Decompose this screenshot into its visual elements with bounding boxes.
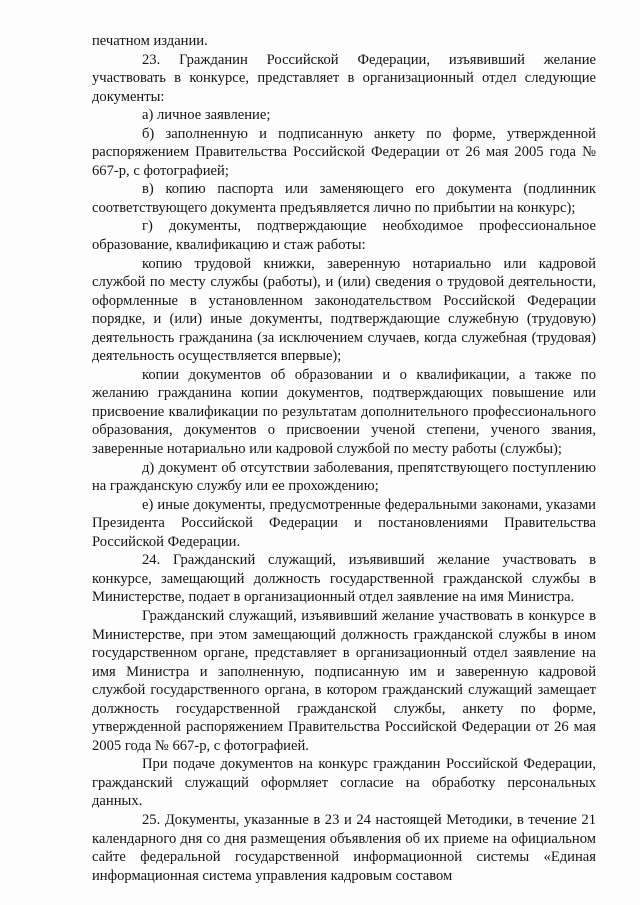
paragraph-item-23: 23. Гражданин Российской Федерации, изъявивший желание участвовать в конкурсе, представляет в организационный отдел следующие документы: [92, 51, 596, 105]
document-body [92, 32, 596, 885]
paragraph-other-agency-employee: Гражданский служащий, изъявивший желание участвовать в конкурсе в Министерстве, при этом замещающий должность гражданской службы в ином государственном органе, представляет в организационный отдел заявление на имя Министра и заполненную, подписанную им и заверенную кадровой службой государственного органа, в котором гражданский служащий замещает должность государственной гражданской службы, анкету по форме, утвержденной распоряжением Правительства Российской Федерации от 26 мая 2005 года № 667-р, с фотографией. [92, 607, 596, 754]
paragraph-item-24: 24. Гражданский служащий, изъявивший желание участвовать в конкурсе, замещающий должность государственной гражданской службы в Министерстве, подает в организационный отдел заявление на имя Министра. [92, 552, 596, 606]
paragraph-item-23d: д) документ об отсутствии заболевания, препятствующего поступлению на гражданскую службу или ее прохождению; [92, 459, 596, 495]
paragraph-work-record: копию трудовой книжки, заверенную нотариально или кадровой службой по месту службы (работы), и (или) сведения о трудовой деятельности, оформленные в установленном законодательством Российской Федерации порядке, и (или) иные документы, подтверждающие служебную (трудовую) деятельность гражданина (за исключением случаев, когда служебная (трудовая) деятельность осуществляется впервые); [92, 255, 596, 365]
paragraph-item-23e: е) иные документы, предусмотренные федеральными законами, указами Президента Российской Федерации и постановлениями Правительства Российской Федерации. [92, 496, 596, 550]
paragraph-continuation: печатном издании. [92, 33, 208, 49]
paragraph-personal-data-consent: При подаче документов на конкурс гражданин Российской Федерации, гражданский служащий оформляет согласие на обработку персональных данных. [92, 756, 596, 810]
paragraph-education-documents: копии документов об образовании и о квалификации, а также по желанию гражданина копии документов, подтверждающих повышение или присвоение квалификации по результатам дополнительного профессионального образования, документов о присвоении ученой степени, ученого звания, заверенные нотариально или кадровой службой по месту работы (службы); [92, 366, 596, 458]
paragraph-item-25: 25. Документы, указанные в 23 и 24 настоящей Методики, в течение 21 календарного дня со дня размещения объявления об их приеме на официальном сайте федеральной государственной информационной системы «Единая информационная система управления кадровым составом [92, 811, 596, 884]
paragraph-item-23g: г) документы, подтверждающие необходимое профессиональное образование, квалификацию и стаж работы: [92, 218, 596, 254]
paragraph-item-23b: б) заполненную и подписанную анкету по форме, утвержденной распоряжением Правительства Российской Федерации от 26 мая 2005 года № 667-р, с фотографией; [92, 125, 596, 179]
paragraph-item-23v: в) копию паспорта или заменяющего его документа (подлинник соответствующего документа предъявляется лично по прибытии на конкурс); [92, 181, 596, 216]
paragraph-item-23a: а) личное заявление; [142, 107, 271, 124]
